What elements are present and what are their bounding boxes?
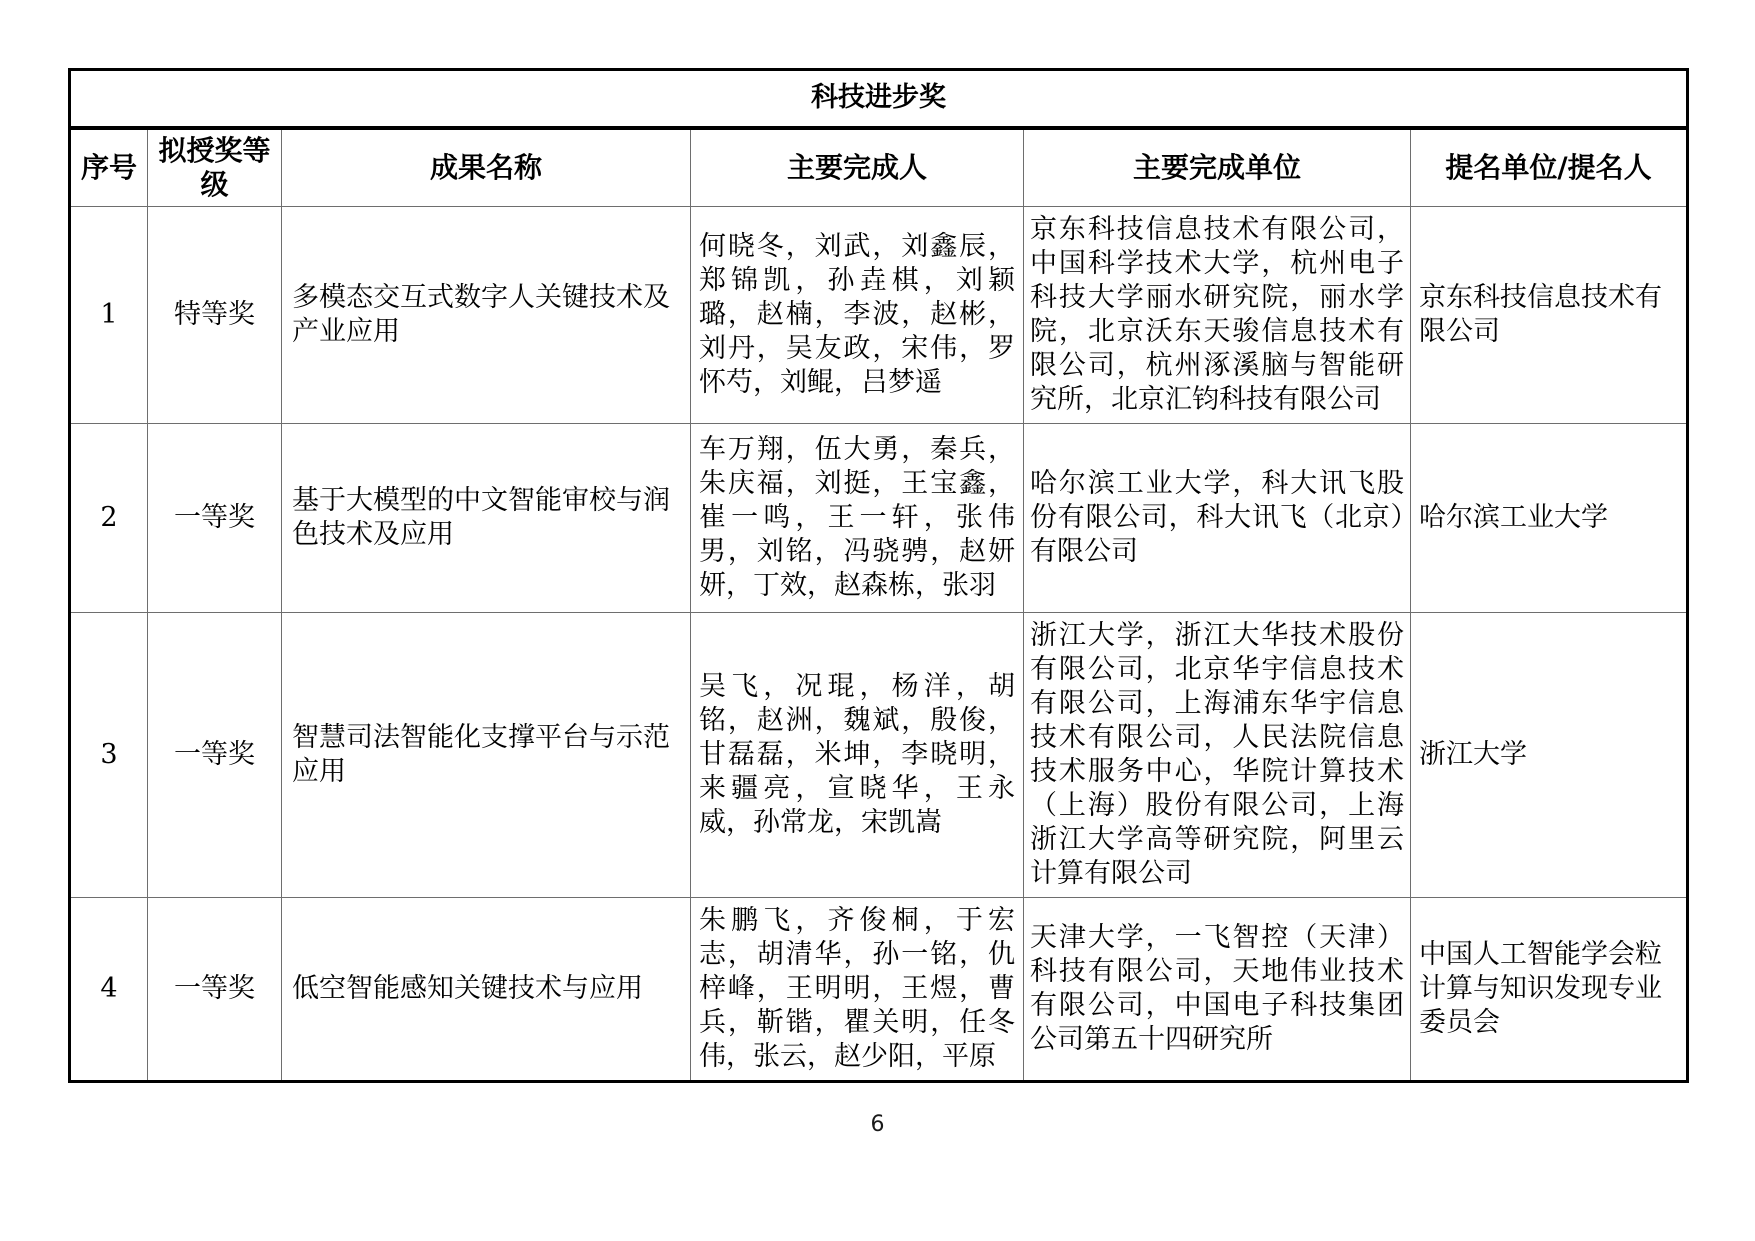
cell-no: 4 bbox=[70, 897, 148, 1081]
cell-units: 天津大学，一飞智控（天津）科技有限公司，天地伟业技术有限公司，中国电子科技集团公司第五十四研究所 bbox=[1024, 897, 1411, 1081]
table-row bbox=[70, 423, 1688, 612]
cell-no: 1 bbox=[70, 206, 148, 423]
cell-award-level: 一等奖 bbox=[148, 612, 282, 897]
cell-nominator: 中国人工智能学会粒计算与知识发现专业委员会 bbox=[1411, 897, 1688, 1081]
cell-units: 京东科技信息技术有限公司，中国科学技术大学，杭州电子科技大学丽水研究院，丽水学院，北京沃东天骏信息技术有限公司，杭州涿溪脑与智能研究所，北京汇钧科技有限公司 bbox=[1024, 206, 1411, 423]
cell-contributors: 朱鹏飞，齐俊桐，于宏志，胡清华，孙一铭，仇梓峰，王明明，王煜，曹兵，靳锴，瞿关明，任冬伟，张云，赵少阳，平原 bbox=[691, 897, 1024, 1081]
cell-achievement: 多模态交互式数字人关键技术及产业应用 bbox=[282, 206, 691, 423]
table-header-row bbox=[70, 128, 1688, 207]
cell-no: 2 bbox=[70, 423, 148, 612]
table-title: 科技进步奖 bbox=[70, 70, 1688, 128]
cell-contributors: 何晓冬，刘武，刘鑫辰，郑锦凯，孙垚棋，刘颖璐，赵楠，李波，赵彬，刘丹，吴友政，宋伟，罗怀芍，刘鲲，吕梦遥 bbox=[691, 206, 1024, 423]
column-header-achievement: 成果名称 bbox=[282, 128, 691, 207]
cell-award-level: 一等奖 bbox=[148, 423, 282, 612]
column-header-award-level: 拟授奖等级 bbox=[148, 128, 282, 207]
column-header-contributors: 主要完成人 bbox=[691, 128, 1024, 207]
cell-nominator: 京东科技信息技术有限公司 bbox=[1411, 206, 1688, 423]
cell-units: 哈尔滨工业大学，科大讯飞股份有限公司，科大讯飞（北京）有限公司 bbox=[1024, 423, 1411, 612]
column-header-no: 序号 bbox=[70, 128, 148, 207]
cell-achievement: 基于大模型的中文智能审校与润色技术及应用 bbox=[282, 423, 691, 612]
cell-award-level: 一等奖 bbox=[148, 897, 282, 1081]
table-row bbox=[70, 612, 1688, 897]
cell-achievement: 智慧司法智能化支撑平台与示范应用 bbox=[282, 612, 691, 897]
cell-nominator: 浙江大学 bbox=[1411, 612, 1688, 897]
cell-no: 3 bbox=[70, 612, 148, 897]
table-row bbox=[70, 206, 1688, 423]
cell-contributors: 吴飞，况琨，杨洋，胡铭，赵洲，魏斌，殷俊，甘磊磊，米坤，李晓明，来疆亮，宣晓华，王永威，孙常龙，宋凯嵩 bbox=[691, 612, 1024, 897]
cell-units: 浙江大学，浙江大华技术股份有限公司，北京华宇信息技术有限公司，上海浦东华宇信息技术有限公司，人民法院信息技术服务中心，华院计算技术（上海）股份有限公司，上海浙江大学高等研究院，阿里云计算有限公司 bbox=[1024, 612, 1411, 897]
page-number: 6 bbox=[870, 1112, 885, 1137]
table-row bbox=[70, 897, 1688, 1081]
table-title-row bbox=[70, 70, 1688, 128]
cell-nominator: 哈尔滨工业大学 bbox=[1411, 423, 1688, 612]
column-header-units: 主要完成单位 bbox=[1024, 128, 1411, 207]
column-header-nominator: 提名单位/提名人 bbox=[1411, 128, 1688, 207]
cell-contributors: 车万翔，伍大勇，秦兵，朱庆福，刘挺，王宝鑫，崔一鸣，王一轩，张伟男，刘铭，冯骁骋，赵妍妍，丁效，赵森栋，张羽 bbox=[691, 423, 1024, 612]
cell-achievement: 低空智能感知关键技术与应用 bbox=[282, 897, 691, 1081]
award-table bbox=[68, 68, 1689, 1083]
cell-award-level: 特等奖 bbox=[148, 206, 282, 423]
